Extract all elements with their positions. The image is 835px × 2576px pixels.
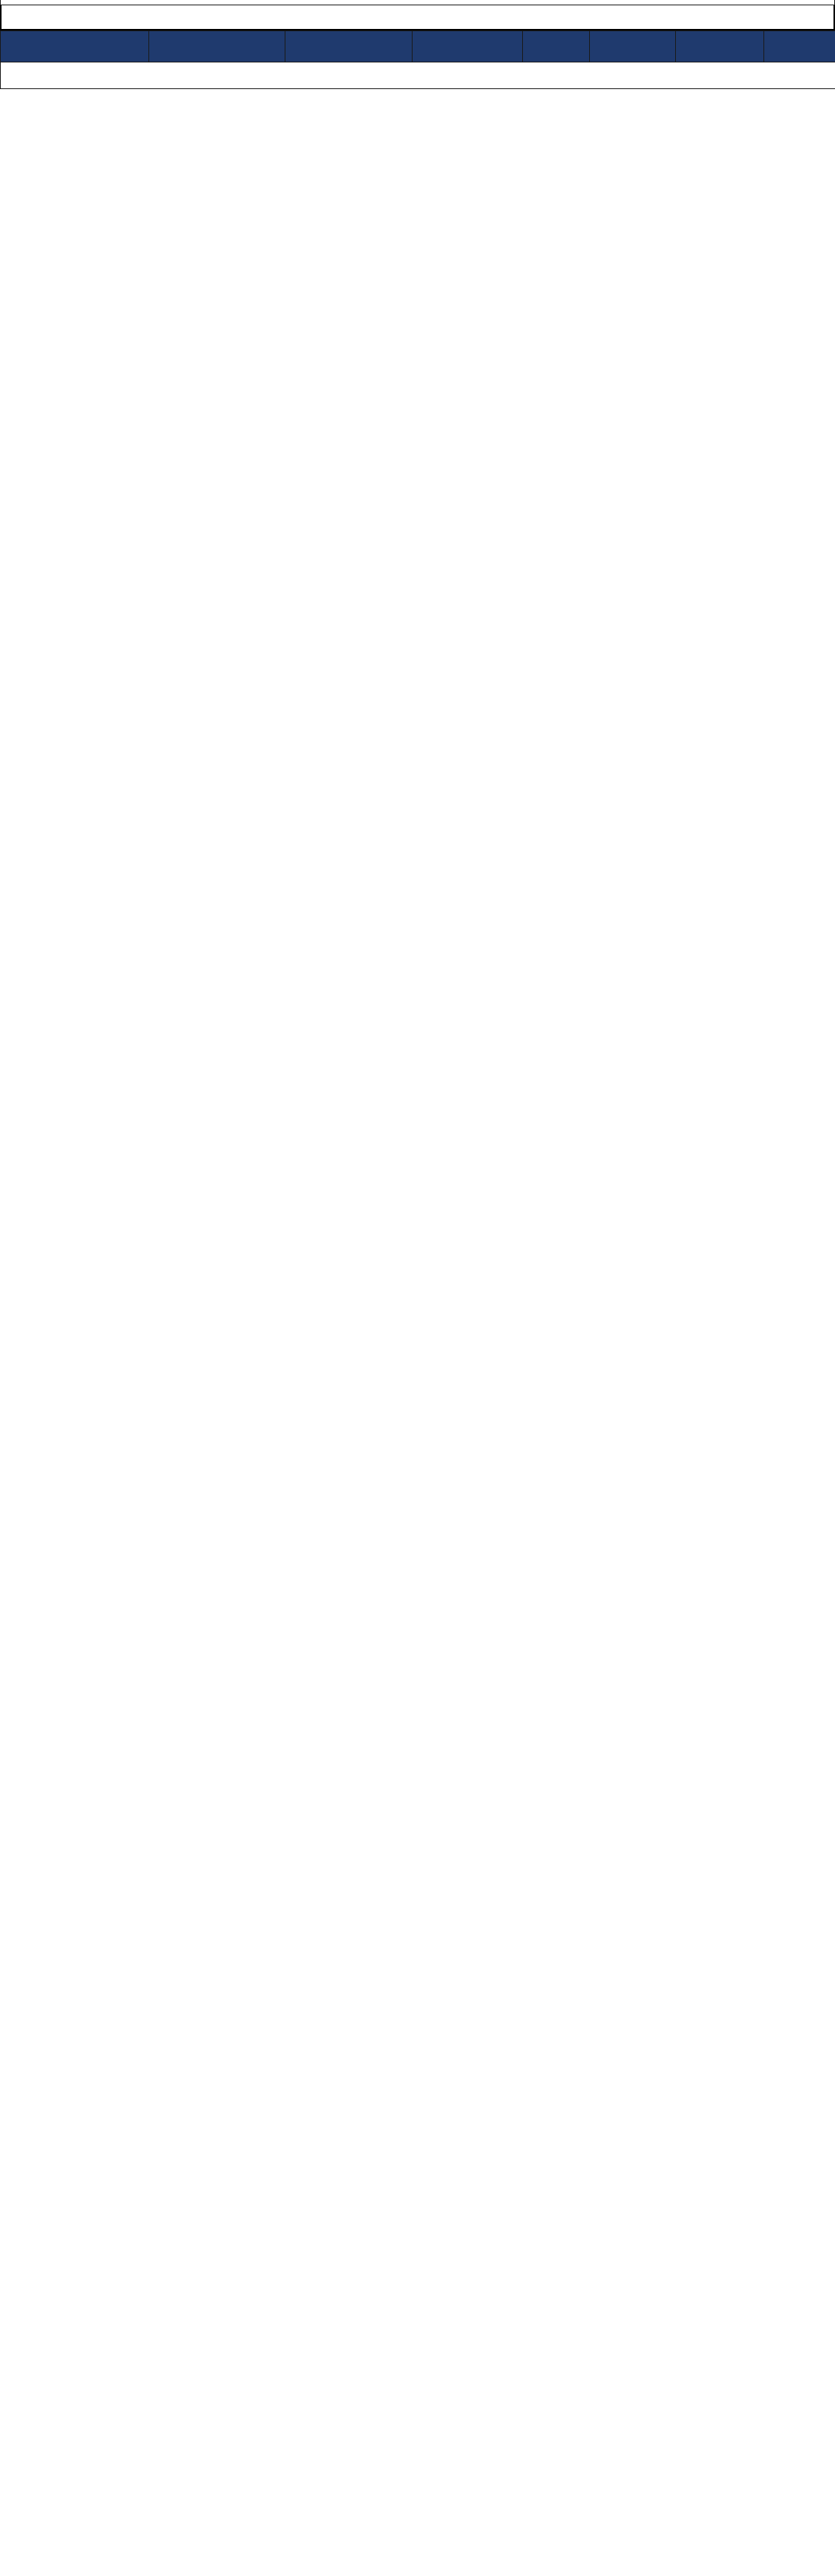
header-cell bbox=[523, 31, 590, 62]
header-cell bbox=[1, 31, 149, 62]
header-cell bbox=[590, 31, 676, 62]
unit-label bbox=[1, 62, 835, 89]
price-table bbox=[0, 30, 835, 89]
header-cell bbox=[764, 31, 835, 62]
table-body bbox=[1, 31, 835, 89]
header-cell bbox=[676, 31, 764, 62]
header-cell bbox=[149, 31, 285, 62]
header-cell bbox=[413, 31, 523, 62]
footer-note bbox=[0, 0, 835, 5]
header-row bbox=[1, 31, 835, 62]
unit-row bbox=[1, 62, 835, 89]
header-cell bbox=[285, 31, 413, 62]
